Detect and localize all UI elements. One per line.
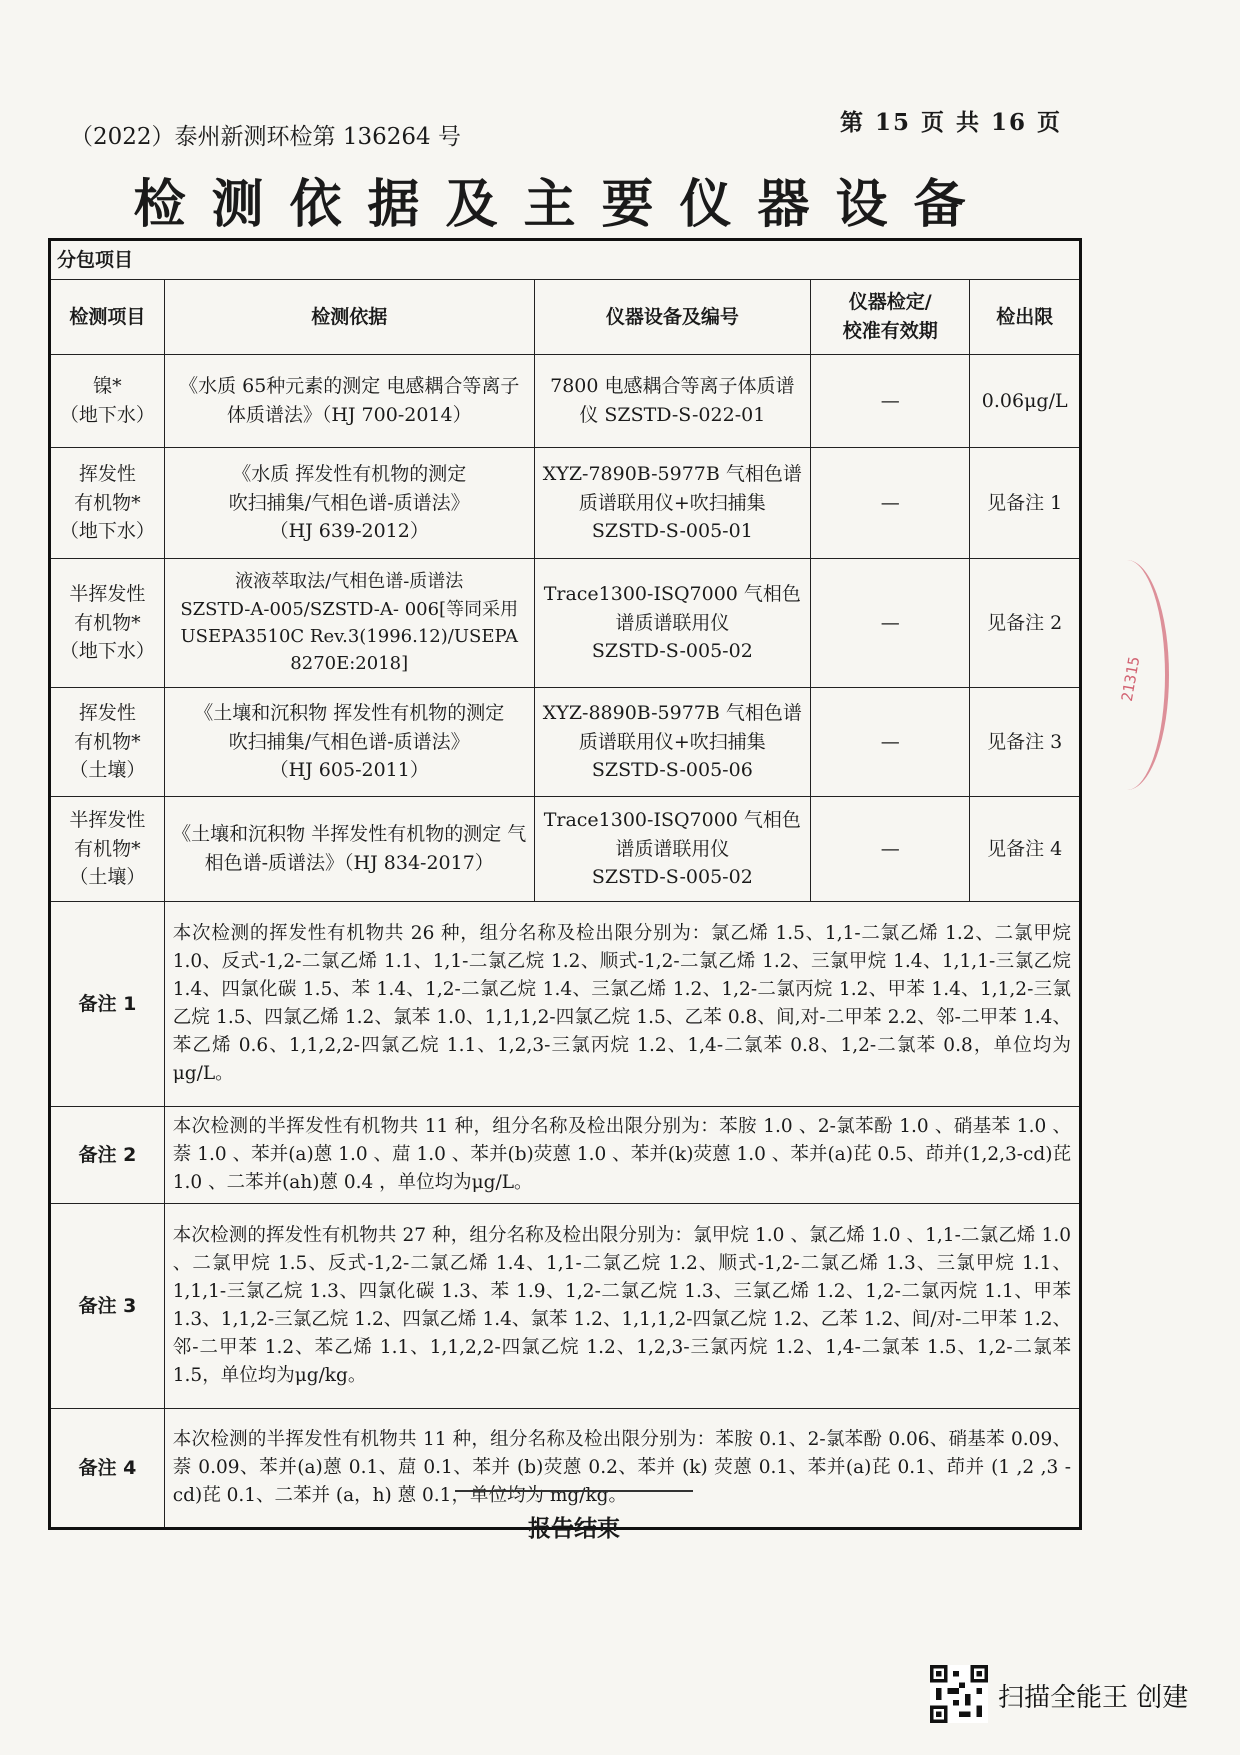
note-label: 备注 4 (50, 1409, 165, 1529)
section-header: 分包项目 (50, 240, 1081, 280)
cell-basis: 液液萃取法/气相色谱-质谱法 SZSTD-A-005/SZSTD-A- 006[等同采用 USEPA3510C Rev.3(1996.12)/USEPA 8270E:2018] (164, 559, 534, 688)
table-row (50, 448, 1081, 559)
col-header-validity: 仪器检定/ 校准有效期 (811, 280, 970, 355)
note-text: 本次检测的挥发性有机物共 27 种，组分名称及检出限分别为：氯甲烷 1.0 、氯乙烯 1.0 、1,1-二氯乙烯 1.0 、二氯甲烷 1.5、反式-1,2-二氯乙烯 1.4、1,1-二氯乙烷 1.2、顺式-1,2-二氯乙烯 1.3、三氯甲烷 1.1、1,1,1-三氯乙烷 1.3、四氯化碳 1.3、苯 1.9、1,2-二氯乙烷 1.3、三氯乙烯 1.2、1,2-二氯丙烷 1.1、甲苯 1.3、1,1,2-三氯乙烷 1.2、四氯乙烯 1.4、氯苯 1.2、1,1,1,2-四氯乙烷 1.2、乙苯 1.2、间/对-二甲苯 1.2、邻-二甲苯 1.2、苯乙烯 1.1、1,1,2,2-四氯乙烷 1.2、1,2,3-三氯丙烷 1.2、1,4-二氯苯 1.5、1,2-二氯苯 1.5，单位均为μg/kg。 (164, 1204, 1080, 1409)
note-text: 本次检测的半挥发性有机物共 11 种，组分名称及检出限分别为：苯胺 0.1、2-氯苯酚 0.06、硝基苯 0.09、萘 0.09、苯并(a)蒽 0.1、䓛 0.1、苯并 (b)荧蒽 0.2、苯并 (k) 荧蒽 0.1、苯并(a)芘 0.1、茚并 (1 ,2 ,3 - cd)芘 0.1、二苯并 (a，h) 蒽 0.1，单位均为 mg/kg。 (164, 1409, 1080, 1529)
table-row (50, 797, 1081, 902)
report-number: （2022）泰州新测环检第 136264 号 (70, 124, 461, 150)
page-indicator: 第 15 页 共 16 页 (840, 109, 1063, 136)
column-header-row (50, 280, 1081, 355)
cell-limit: 0.06μg/L (970, 355, 1081, 448)
note-label: 备注 1 (50, 902, 165, 1107)
col-header-item: 检测项目 (50, 280, 165, 355)
note-row (50, 902, 1081, 1107)
note-text: 本次检测的挥发性有机物共 26 种，组分名称及检出限分别为：氯乙烯 1.5、1,1-二氯乙烯 1.2、二氯甲烷 1.0、反式-1,2-二氯乙烯 1.1、1,1-二氯乙烷 1.2、顺式-1,2-二氯乙烯 1.2、三氯甲烷 1.4、1,1,1-三氯乙烷 1.4、四氯化碳 1.5、苯 1.4、1,2-二氯乙烷 1.4、三氯乙烯 1.2、1,2-二氯丙烷 1.2、甲苯 1.4、1,1,2-三氯乙烷 1.5、四氯乙烯 1.2、氯苯 1.0、1,1,1,2-四氯乙烷 1.5、乙苯 0.8、间,对-二甲苯 2.2、邻-二甲苯 1.4、苯乙烯 0.6、1,1,2,2-四氯乙烷 1.1、1,2,3-三氯丙烷 1.2、1,4-二氯苯 0.8、1,2-二氯苯 0.8，单位均为μg/L。 (164, 902, 1080, 1107)
cell-limit: 见备注 1 (970, 448, 1081, 559)
cell-validity: — (811, 448, 970, 559)
note-row (50, 1204, 1081, 1409)
table-row (50, 559, 1081, 688)
cell-item: 挥发性 有机物* （地下水） (50, 448, 165, 559)
page-title: 检测依据及主要仪器设备 (133, 175, 992, 235)
cell-limit: 见备注 2 (970, 559, 1081, 688)
cell-validity: — (811, 559, 970, 688)
note-label: 备注 2 (50, 1107, 165, 1204)
cell-item: 半挥发性 有机物* （地下水） (50, 559, 165, 688)
inspection-table (48, 238, 1082, 1530)
scanner-watermark: 扫描全能王 创建 (998, 1683, 1189, 1713)
end-divider (455, 1490, 693, 1492)
note-row (50, 1107, 1081, 1204)
col-header-instrument: 仪器设备及编号 (534, 280, 810, 355)
cell-item: 挥发性 有机物* （土壤） (50, 688, 165, 797)
cell-instrument: 7800 电感耦合等离子体质谱仪 SZSTD-S-022-01 (534, 355, 810, 448)
cell-validity: — (811, 688, 970, 797)
cell-validity: — (811, 797, 970, 902)
stamp-number: 21315 (1117, 655, 1144, 703)
qr-code-icon (930, 1665, 988, 1723)
note-label: 备注 3 (50, 1204, 165, 1409)
cell-basis: 《土壤和沉积物 挥发性有机物的测定 吹扫捕集/气相色谱-质谱法》 （HJ 605-2011） (164, 688, 534, 797)
col-header-basis: 检测依据 (164, 280, 534, 355)
cell-instrument: XYZ-7890B-5977B 气相色谱质谱联用仪+吹扫捕集 SZSTD-S-005-01 (534, 448, 810, 559)
note-text: 本次检测的半挥发性有机物共 11 种，组分名称及检出限分别为：苯胺 1.0 、2-氯苯酚 1.0 、硝基苯 1.0 、萘 1.0 、苯并(a)蒽 1.0 、䓛 1.0 、苯并(b)荧蒽 1.0 、苯并(k)荧蒽 1.0 、苯并(a)芘 0.5、茚并(1,2,3-cd)芘 1.0 、二苯并(ah)蒽 0.4 ，单位均为μg/L。 (164, 1107, 1080, 1204)
cell-validity: — (811, 355, 970, 448)
cell-instrument: XYZ-8890B-5977B 气相色谱质谱联用仪+吹扫捕集 SZSTD-S-005-06 (534, 688, 810, 797)
table-row (50, 688, 1081, 797)
cell-basis: 《水质 挥发性有机物的测定 吹扫捕集/气相色谱-质谱法》 （HJ 639-2012） (164, 448, 534, 559)
cell-instrument: Trace1300-ISQ7000 气相色谱质谱联用仪 SZSTD-S-005-02 (534, 797, 810, 902)
cell-basis: 《土壤和沉积物 半挥发性有机物的测定 气相色谱-质谱法》（HJ 834-2017） (164, 797, 534, 902)
table-row (50, 355, 1081, 448)
col-header-limit: 检出限 (970, 280, 1081, 355)
cell-basis: 《水质 65种元素的测定 电感耦合等离子体质谱法》（HJ 700-2014） (164, 355, 534, 448)
report-end-text: 报告结束 (528, 1516, 620, 1542)
cell-item: 镍* （地下水） (50, 355, 165, 448)
cell-instrument: Trace1300-ISQ7000 气相色谱质谱联用仪 SZSTD-S-005-02 (534, 559, 810, 688)
cell-limit: 见备注 4 (970, 797, 1081, 902)
cell-item: 半挥发性 有机物* （土壤） (50, 797, 165, 902)
cell-limit: 见备注 3 (970, 688, 1081, 797)
